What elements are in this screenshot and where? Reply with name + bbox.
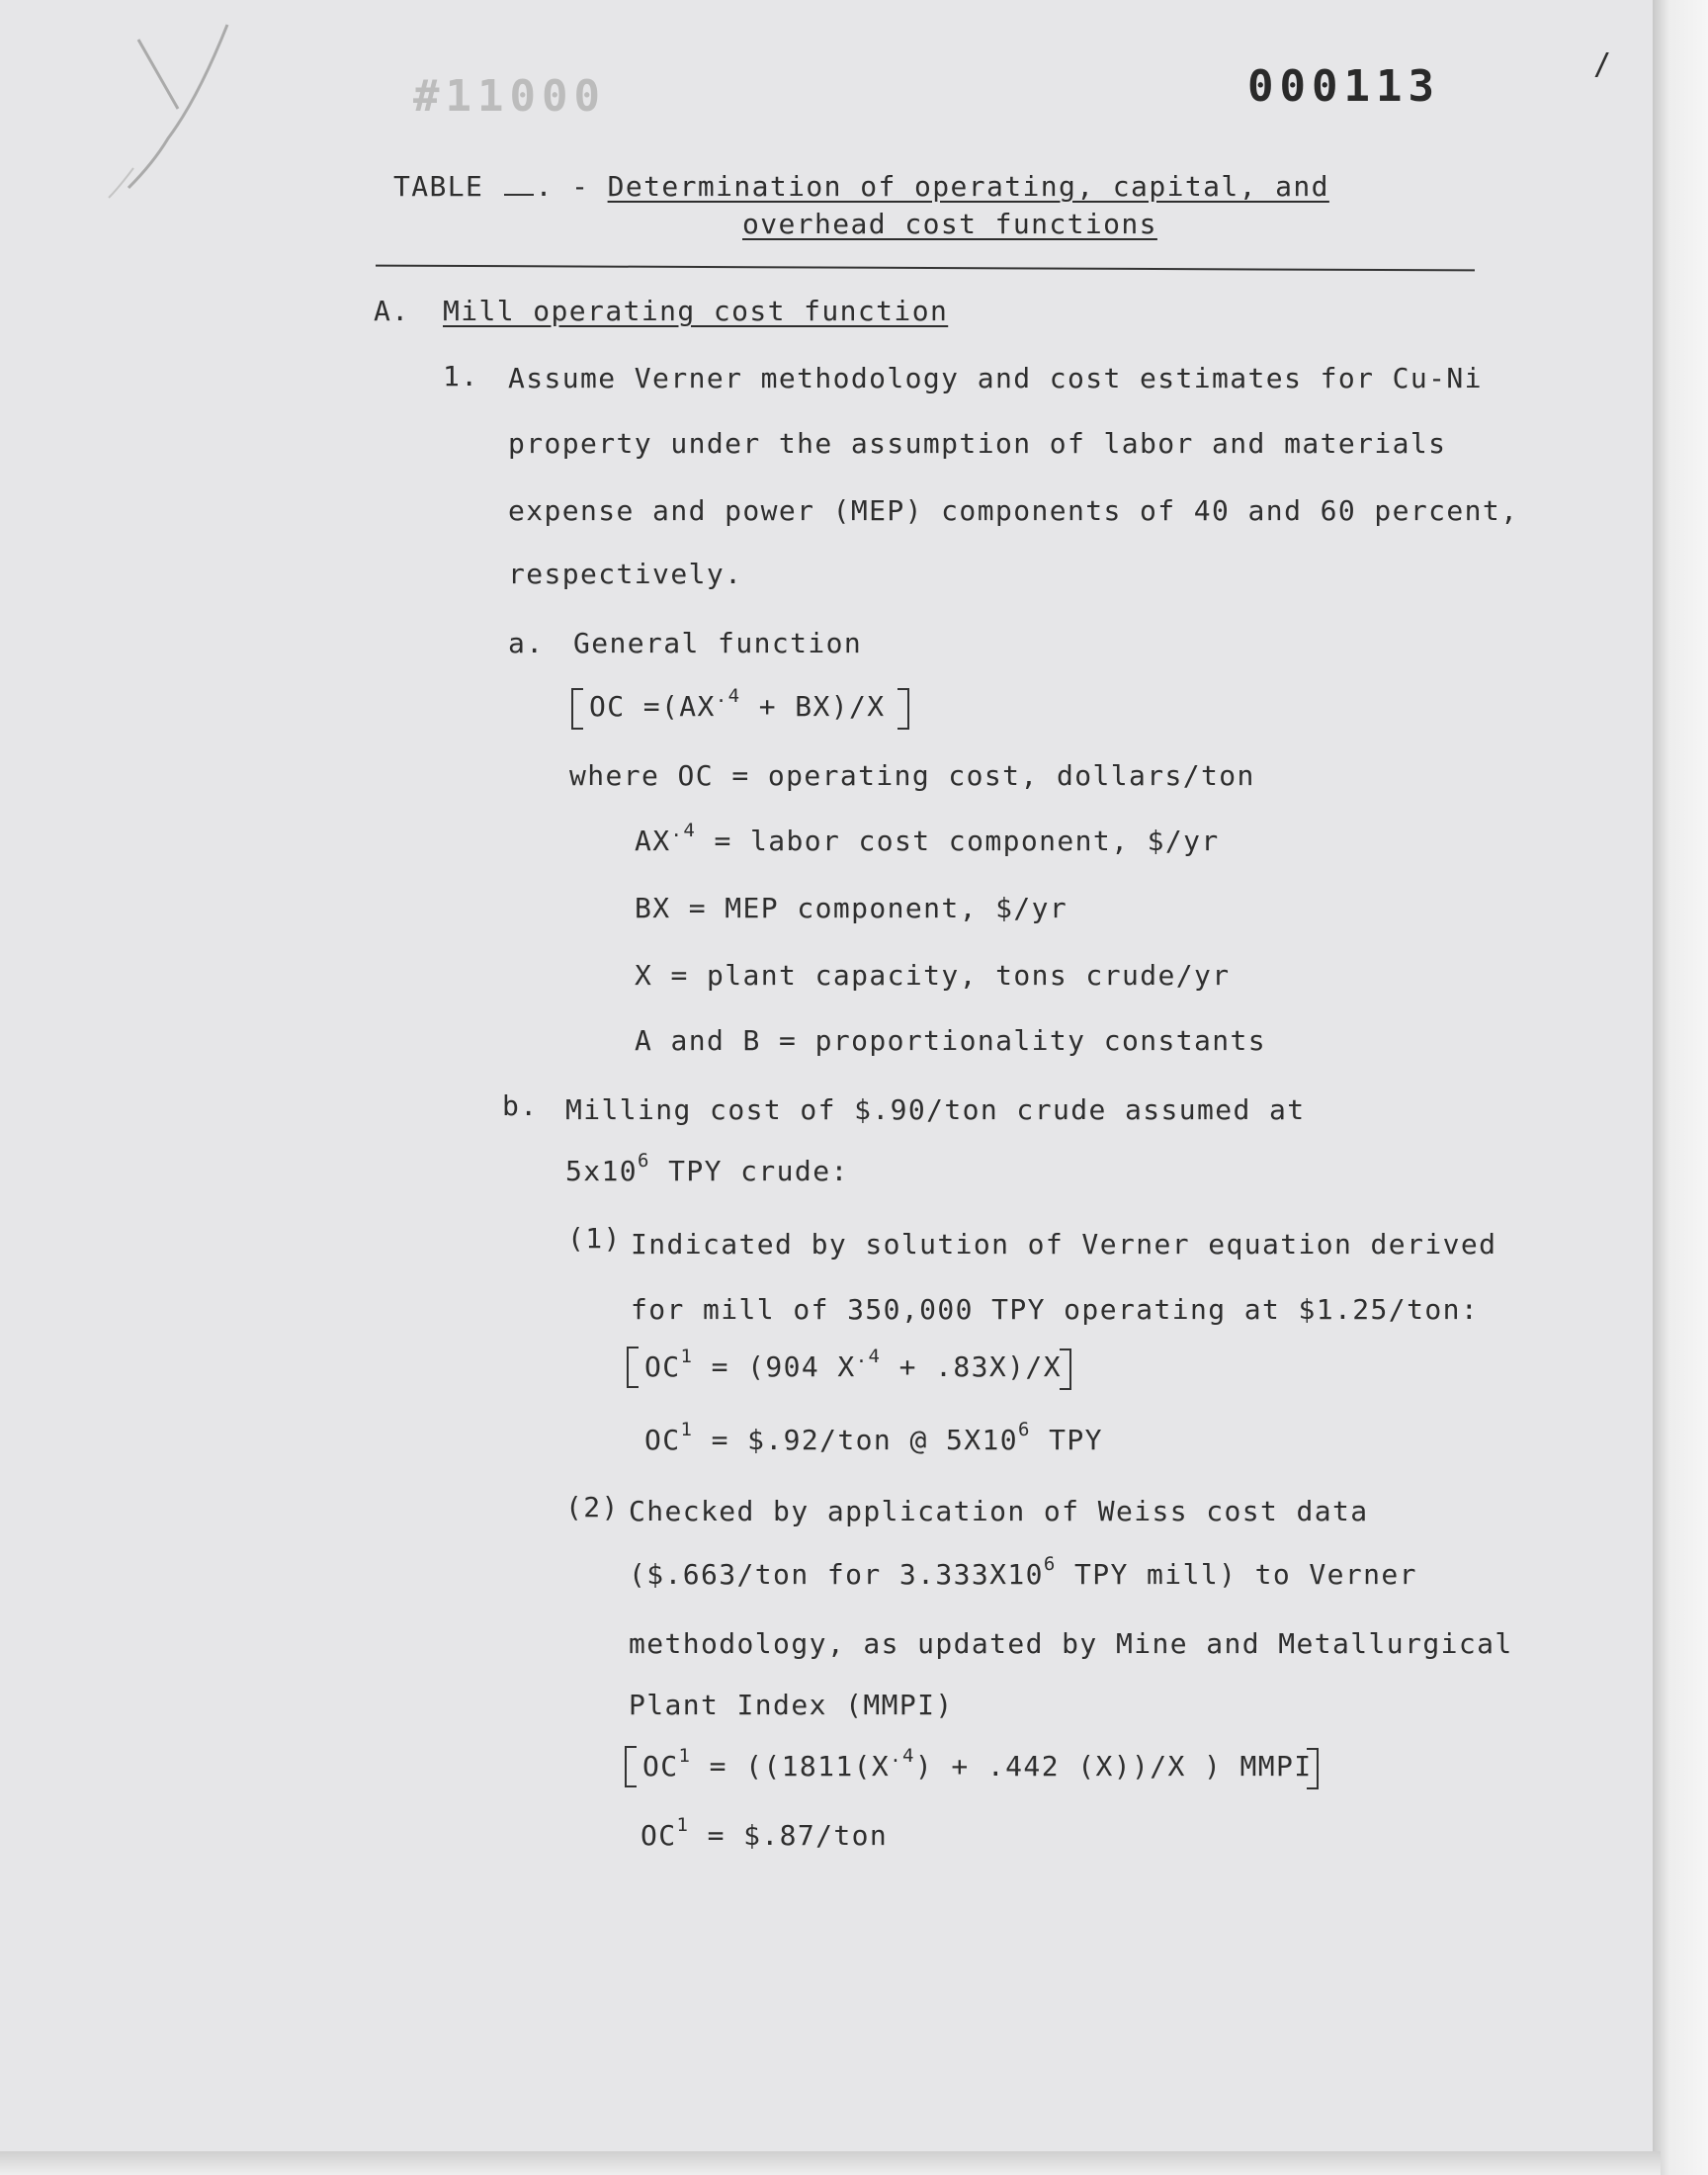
sub-2-number: (2) xyxy=(565,1491,620,1523)
formula-exponent: .4 xyxy=(890,1744,915,1767)
item-b-line-2 xyxy=(565,1149,849,1187)
item-b-line-1: Milling cost of $.90/ton crude assumed at xyxy=(565,1093,1306,1126)
weiss-formula xyxy=(642,1744,1313,1783)
table-label: TABLE xyxy=(393,170,484,203)
sub-2-exponent: 6 xyxy=(1043,1552,1057,1575)
formula-bracket-left xyxy=(627,1347,639,1388)
item-a-letter: a. xyxy=(508,627,545,659)
sub-1-line-2: for mill of 350,000 TPY operating at $1.25/ton: xyxy=(631,1293,1480,1326)
result-superscript: 1 xyxy=(680,1418,694,1440)
document-number-stamp: 000113 xyxy=(1247,61,1440,112)
item-1-line-2: property under the assumption of labor and materials xyxy=(508,427,1447,460)
handwritten-mark xyxy=(59,20,257,218)
table-label-line: TABLE . - Determination of operating, capital, and xyxy=(393,170,1329,203)
item-b-exponent: 6 xyxy=(638,1149,650,1172)
table-title-line1: Determination of operating, capital, and xyxy=(607,170,1329,203)
item-1-line-4: respectively. xyxy=(508,558,743,590)
sub-2-line-4: Plant Index (MMPI) xyxy=(629,1689,954,1721)
table-title-line2: overhead cost functions xyxy=(742,208,1157,240)
result-superscript: 1 xyxy=(676,1813,690,1836)
formula-superscript: 1 xyxy=(680,1345,694,1367)
sub-1-line-1: Indicated by solution of Verner equation derived xyxy=(631,1228,1497,1261)
table-number-blank xyxy=(504,194,534,196)
result-part: = $.87/ton xyxy=(689,1819,889,1852)
formula-part: = ((1811(X xyxy=(691,1750,891,1783)
where-line: where OC = operating cost, dollars/ton xyxy=(569,759,1255,792)
formula-part: OC xyxy=(644,1350,681,1383)
result-part: = $.92/ton @ 5X10 xyxy=(693,1424,1018,1456)
result-part: OC xyxy=(640,1819,677,1852)
corner-mark: / xyxy=(1593,47,1613,82)
result-part: TPY xyxy=(1030,1424,1103,1456)
item-1-line-1: Assume Verner methodology and cost estimates for Cu-Ni xyxy=(508,362,1483,394)
formula-part: + .83X)/X xyxy=(881,1350,1062,1383)
weiss-result xyxy=(640,1813,889,1852)
definition-constants: A and B = proportionality constants xyxy=(635,1024,1267,1057)
sub-2-line-1: Checked by application of Weiss cost data xyxy=(629,1495,1369,1527)
formula-part: OC xyxy=(642,1750,679,1783)
formula-bracket-right xyxy=(1307,1748,1319,1789)
formula-exponent: .4 xyxy=(715,684,741,707)
section-a-letter: A. xyxy=(374,295,410,327)
document-stamp-faded: #11000 xyxy=(413,71,606,122)
item-a-title: General function xyxy=(573,627,863,659)
sub-2-line-3: methodology, as updated by Mine and Metallurgical xyxy=(629,1627,1513,1660)
item-1-number: 1. xyxy=(443,360,479,392)
sub-2-part: TPY mill) to Verner xyxy=(1056,1558,1417,1591)
section-a-heading: Mill operating cost function xyxy=(443,295,949,327)
sub-2-line-2 xyxy=(629,1552,1417,1591)
result-part: OC xyxy=(644,1424,681,1456)
formula-part: + BX)/X xyxy=(740,690,886,723)
definition-exponent: .4 xyxy=(670,819,697,841)
definition-capacity: X = plant capacity, tons crude/yr xyxy=(635,959,1231,992)
formula-bracket-left xyxy=(625,1746,637,1787)
definition-labor xyxy=(635,819,1220,857)
formula-part: = (904 X xyxy=(693,1350,856,1383)
sub-1-number: (1) xyxy=(567,1222,622,1255)
formula-bracket-right xyxy=(897,688,909,730)
formula-part: ) + .442 (X))/X ) MMPI xyxy=(914,1750,1313,1783)
result-exponent: 6 xyxy=(1018,1418,1031,1440)
item-b-part: TPY crude: xyxy=(649,1155,849,1187)
formula-exponent: .4 xyxy=(855,1345,882,1367)
formula-bracket-left xyxy=(571,688,583,730)
verner-formula xyxy=(644,1345,1062,1383)
definition-part: AX xyxy=(635,825,671,857)
page-edge-bottom xyxy=(0,2151,1661,2175)
item-b-part: 5x10 xyxy=(565,1155,639,1187)
definition-part: = labor cost component, $/yr xyxy=(696,825,1220,857)
page-edge-right xyxy=(1653,0,1708,2175)
formula-superscript: 1 xyxy=(678,1744,692,1767)
item-b-letter: b. xyxy=(502,1089,539,1122)
general-formula xyxy=(589,684,886,723)
sub-2-part: ($.663/ton for 3.333X10 xyxy=(629,1558,1044,1591)
formula-part: OC =(AX xyxy=(589,690,716,723)
definition-mep: BX = MEP component, $/yr xyxy=(635,892,1068,924)
verner-result xyxy=(644,1418,1103,1456)
item-1-line-3: expense and power (MEP) components of 40 and 60 percent, xyxy=(508,494,1519,527)
formula-bracket-right xyxy=(1060,1348,1071,1390)
